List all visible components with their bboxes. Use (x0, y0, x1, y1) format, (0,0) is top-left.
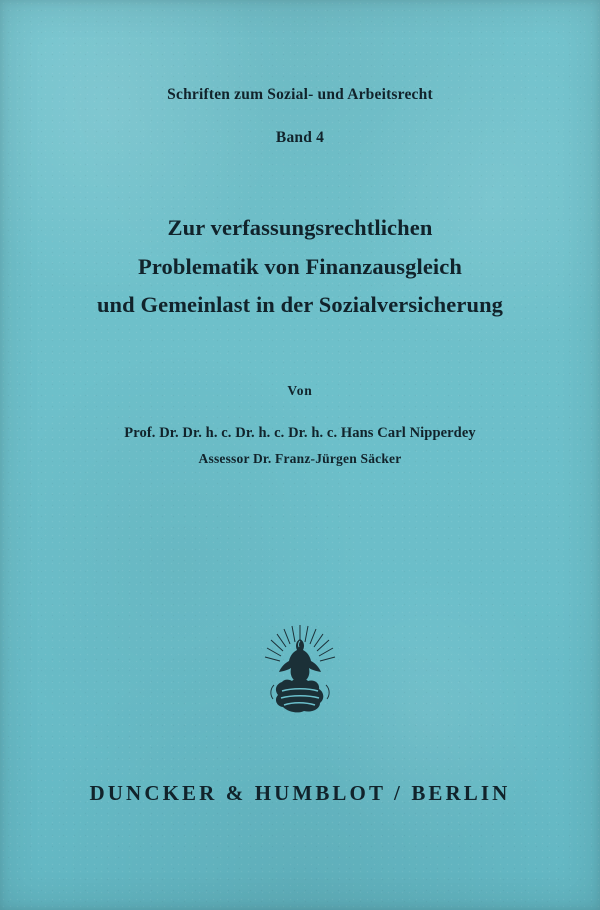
author-list (124, 425, 476, 467)
volume-number: Band 4 (275, 129, 325, 146)
series-title: Schriften zum Sozial- und Arbeitsrecht (167, 86, 433, 103)
author-name-primary: Prof. Dr. Dr. h. c. Dr. h. c. Dr. h. c. Hans Carl Nipperdey (124, 425, 476, 442)
page-title-line-2: Problematik von Finanzausgleich (138, 253, 462, 279)
page-title (70, 209, 530, 325)
byline-label: Von (287, 383, 313, 399)
publisher-eagle-emblem-icon (252, 619, 348, 725)
author-name-secondary: Assessor Dr. Franz-Jürgen Säcker (198, 451, 402, 467)
page-title-line-3: und Gemeinlast in der Sozialversicherung (96, 292, 504, 318)
publisher-name: DUNCKER & HUMBLOT / BERLIN (89, 781, 511, 805)
page-title-line-1: Zur verfassungsrechtlichen (167, 215, 433, 240)
